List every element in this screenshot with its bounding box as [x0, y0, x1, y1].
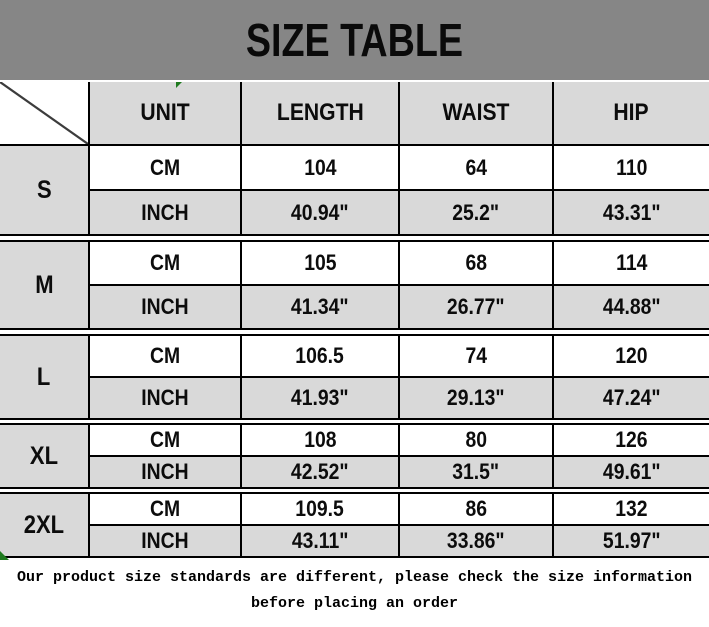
size-label-l: L — [0, 336, 88, 418]
cell-l-length-inch: 41.93" — [242, 378, 398, 418]
size-table — [0, 82, 709, 558]
size-note-line1: Our product size standards are different, please check the size information — [16, 569, 693, 586]
group-separator — [0, 330, 709, 334]
unit-label-cm: CM — [90, 146, 240, 189]
cell-xl-length-cm: 108 — [242, 425, 398, 455]
cell-xl-waist-cm: 80 — [400, 425, 552, 455]
unit-label-inch: INCH — [90, 378, 240, 418]
diagonal-line-icon — [0, 82, 88, 144]
column-header-length: LENGTH — [242, 82, 398, 144]
cell-xl-hip-inch: 49.61" — [554, 457, 709, 487]
unit-label-inch: INCH — [90, 457, 240, 487]
cell-s-length-cm: 104 — [242, 146, 398, 189]
unit-label-inch: INCH — [90, 286, 240, 328]
cell-xl-waist-inch: 31.5" — [400, 457, 552, 487]
unit-label-cm: CM — [90, 336, 240, 376]
unit-label-cm: CM — [90, 494, 240, 524]
column-header-hip: HIP — [554, 82, 709, 144]
cell-m-hip-cm: 114 — [554, 242, 709, 284]
group-separator — [0, 236, 709, 240]
cell-s-waist-inch: 25.2" — [400, 191, 552, 234]
size-label-s: S — [0, 146, 88, 234]
cell-m-hip-inch: 44.88" — [554, 286, 709, 328]
cell-2xl-waist-inch: 33.86" — [400, 526, 552, 556]
cell-s-length-inch: 40.94" — [242, 191, 398, 234]
green-artifact-marker-bottom — [0, 551, 9, 560]
cell-s-hip-inch: 43.31" — [554, 191, 709, 234]
size-label-2xl: 2XL — [0, 494, 88, 556]
cell-m-waist-cm: 68 — [400, 242, 552, 284]
cell-xl-length-inch: 42.52" — [242, 457, 398, 487]
cell-2xl-length-inch: 43.11" — [242, 526, 398, 556]
cell-l-waist-inch: 29.13" — [400, 378, 552, 418]
column-header-unit: UNIT — [90, 82, 240, 144]
cell-2xl-waist-cm: 86 — [400, 494, 552, 524]
group-separator — [0, 489, 709, 492]
cell-m-length-cm: 105 — [242, 242, 398, 284]
size-label-xl: XL — [0, 425, 88, 487]
cell-2xl-hip-cm: 132 — [554, 494, 709, 524]
column-header-waist: WAIST — [400, 82, 552, 144]
cell-2xl-hip-inch: 51.97" — [554, 526, 709, 556]
group-separator — [0, 420, 709, 423]
size-note-line2: before placing an order — [250, 595, 459, 612]
cell-m-waist-inch: 26.77" — [400, 286, 552, 328]
cell-m-length-inch: 41.34" — [242, 286, 398, 328]
page-title: SIZE TABLE — [245, 14, 464, 66]
cell-s-hip-cm: 110 — [554, 146, 709, 189]
unit-label-inch: INCH — [90, 191, 240, 234]
cell-xl-hip-cm: 126 — [554, 425, 709, 455]
green-artifact-marker-top — [176, 82, 182, 88]
unit-label-cm: CM — [90, 242, 240, 284]
size-note — [0, 560, 709, 627]
cell-s-waist-cm: 64 — [400, 146, 552, 189]
unit-label-cm: CM — [90, 425, 240, 455]
cell-l-waist-cm: 74 — [400, 336, 552, 376]
corner-diagonal-cell — [0, 82, 88, 144]
title-banner — [0, 0, 709, 80]
unit-label-inch: INCH — [90, 526, 240, 556]
cell-l-hip-cm: 120 — [554, 336, 709, 376]
size-label-m: M — [0, 242, 88, 328]
cell-l-hip-inch: 47.24" — [554, 378, 709, 418]
cell-l-length-cm: 106.5 — [242, 336, 398, 376]
cell-2xl-length-cm: 109.5 — [242, 494, 398, 524]
